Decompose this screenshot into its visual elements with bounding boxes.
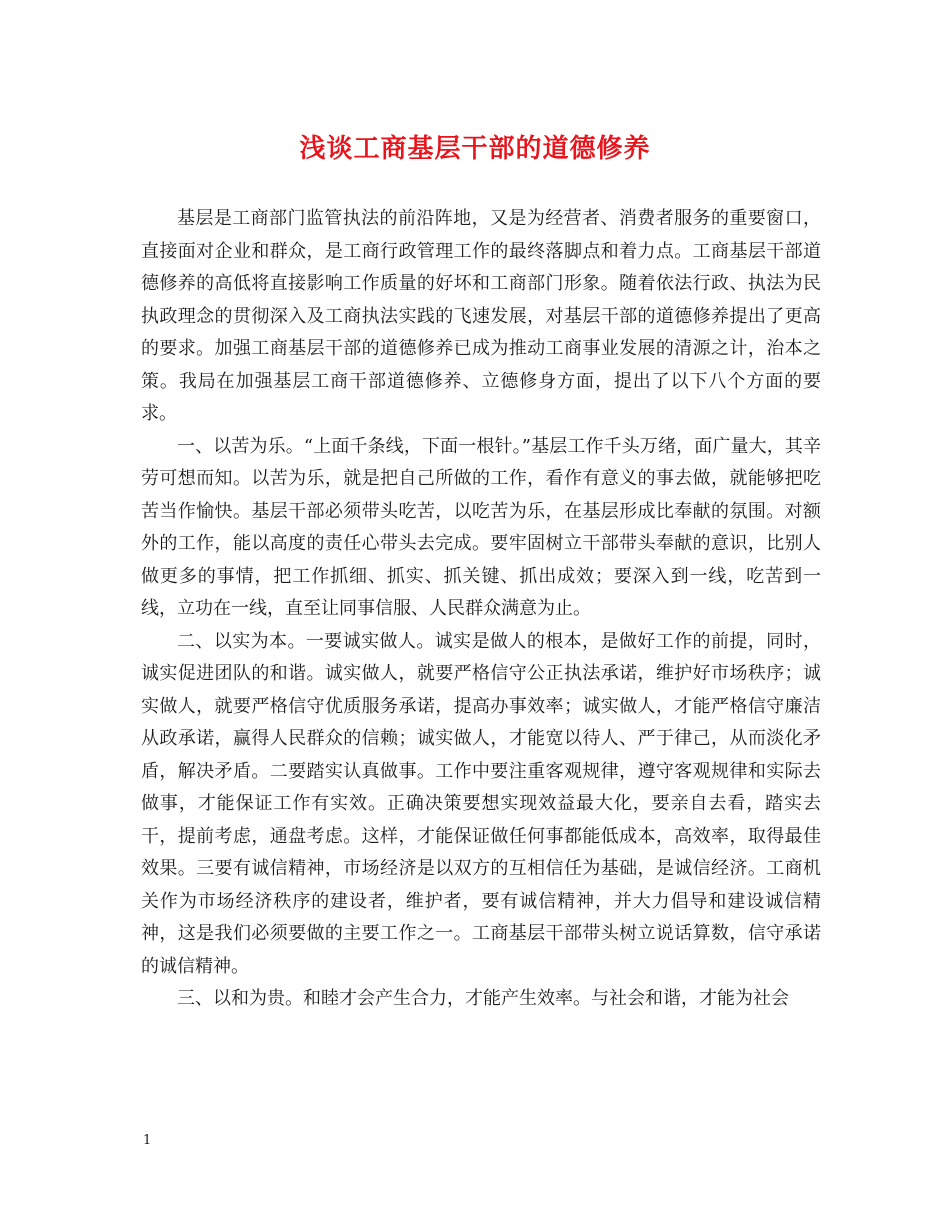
paragraph-intro: 基层是工商部门监管执法的前沿阵地，又是为经营者、消费者服务的重要窗口，直接面对企业和群众，是工商行政管理工作的最终落脚点和着力点。工商基层干部道德修养的高低将直接影响工作质量的好坏和工商部门形象。随着依法行政、执法为民执政理念的贯彻深入及工商执法实践的飞速发展，对基层干部的道德修养提出了更高的要求。加强工商基层干部的道德修养已成为推动工商事业发展的清源之计，治本之策。我局在加强基层工商干部道德修养、立德修身方面，提出了以下八个方面的要求。 xyxy=(141,208,821,424)
paragraph-section-2: 二、以实为本。一要诚实做人。诚实是做人的根本，是做好工作的前提，同时，诚实促进团队的和谐。诚实做人，就要严格信守公正执法承诺，维护好市场秩序；诚实做人，就要严格信守优质服务承诺，提高办事效率；诚实做人，才能严格信守廉洁从政承诺，赢得人民群众的信赖；诚实做人，才能宽以待人、严于律己，从而淡化矛盾，解决矛盾。二要踏实认真做事。工作中要注重客观规律，遵守客观规律和实际去做事，才能保证工作有实效。正确决策要想实现效益最大化，要亲自去看，踏实去干，提前考虑，通盘考虑。这样，才能保证做任何事都能低成本，高效率，取得最佳效果。三要有诚信精神，市场经济是以双方的互相信任为基础，是诚信经济。工商机关作为市场经济秩序的建设者，维护者，要有诚信精神，并大力倡导和建设诚信精神，这是我们必须要做的主要工作之一。工商基层干部带头树立说话算数，信守承诺的诚信精神。 xyxy=(141,630,821,977)
page-number: 1 xyxy=(143,1133,152,1148)
document-title: 浅谈工商基层干部的道德修养 xyxy=(299,134,651,164)
paragraph-section-3: 三、以和为贵。和睦才会产生合力，才能产生效率。与社会和谐，才能为社会 xyxy=(177,988,789,1009)
paragraph-section-1: 一、以苦为乐。“上面千条线，下面一根针。”基层工作千头万绪，面广量大，其辛劳可想而知。以苦为乐，就是把自己所做的工作，看作有意义的事去做，就能够把吃苦当作愉快。基层干部必须带头吃苦，以吃苦为乐，在基层形成比奉献的氛围。对额外的工作，能以高度的责任心带头去完成。要牢固树立干部带头奉献的意识，比别人做更多的事情，把工作抓细、抓实、抓关键、抓出成效；要深入到一线，吃苦到一线，立功在一线，直至让同事信服、人民群众满意为止。 xyxy=(141,435,821,619)
document-body xyxy=(141,203,821,1016)
